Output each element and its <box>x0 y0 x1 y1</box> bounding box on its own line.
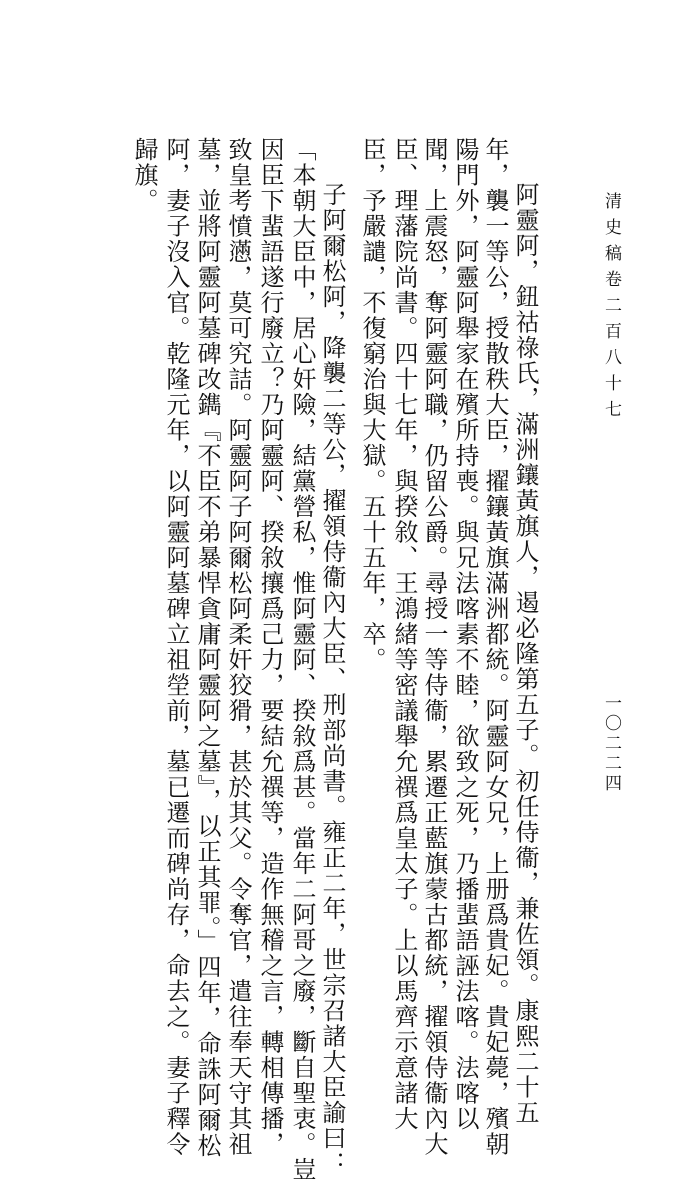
text-column: 墓，並將阿靈阿墓碑改鐫『不臣不弟暴悍貪庸阿靈阿之墓』，以正其罪。」四年，命誅阿爾松 <box>193 137 221 1159</box>
text-column: 因臣下蜚語遂行廢立？乃阿靈阿、揆敘攘爲己力，要結允禩等，造作無稽之言，轉相傳播， <box>256 137 284 1157</box>
text-column: 阿，妻子沒入官。乾隆元年，以阿靈阿墓碑立祖塋前，墓已遷而碑尚存，命去之。妻子釋令 <box>162 137 190 1157</box>
text-column: 致皇考憤懣，莫可究詰。阿靈阿子阿爾松阿柔奸狡猾，甚於其父。令奪官，遣往奉天守其祖 <box>224 137 252 1157</box>
text-column: 陽門外，阿靈阿舉家在殯所持喪。與兄法喀素不睦，欲致之死，乃播蜚語誣法喀。法喀以 <box>451 137 479 1132</box>
text-column: 阿靈阿，鈕祜祿氏，滿洲鑲黃旗人，遏必隆第五子。初任侍衞，兼佐領。康熙二十五 <box>511 182 539 1126</box>
running-header-title: 清史稿卷二百八十七 <box>601 192 621 426</box>
text-column: 聞，上震怒，奪阿靈阿職，仍留公爵。尋授一等侍衞，累遷正藍旗蒙古都統，擢領侍衞內大 <box>420 137 448 1157</box>
page-number: 一〇二二四 <box>601 694 621 794</box>
text-column: 臣，予嚴譴，不復窮治與大獄。五十五年，卒。 <box>358 137 386 673</box>
text-column: 子阿爾松阿，降襲二等公，擢領侍衞內大臣、刑部尚書。雍正二年，世宗召諸大臣諭曰： <box>318 182 346 1177</box>
text-column: 年，襲一等公，授散秩大臣，擢鑲黃旗滿洲都統。阿靈阿女兄，上册爲貴妃。貴妃薨，殯朝 <box>481 137 509 1157</box>
text-column: 臣、理藩院尚書。四十七年，與揆敘、王鴻緒等密議舉允禩爲皇太子。上以馬齊示意諸大 <box>390 137 418 1132</box>
text-column: 歸旗。 <box>130 137 158 214</box>
text-column: 「本朝大臣中，居心奸險，結黨營私，惟阿靈阿、揆敘爲甚。當年二阿哥之廢，斷自聖衷。豈 <box>288 137 316 1183</box>
